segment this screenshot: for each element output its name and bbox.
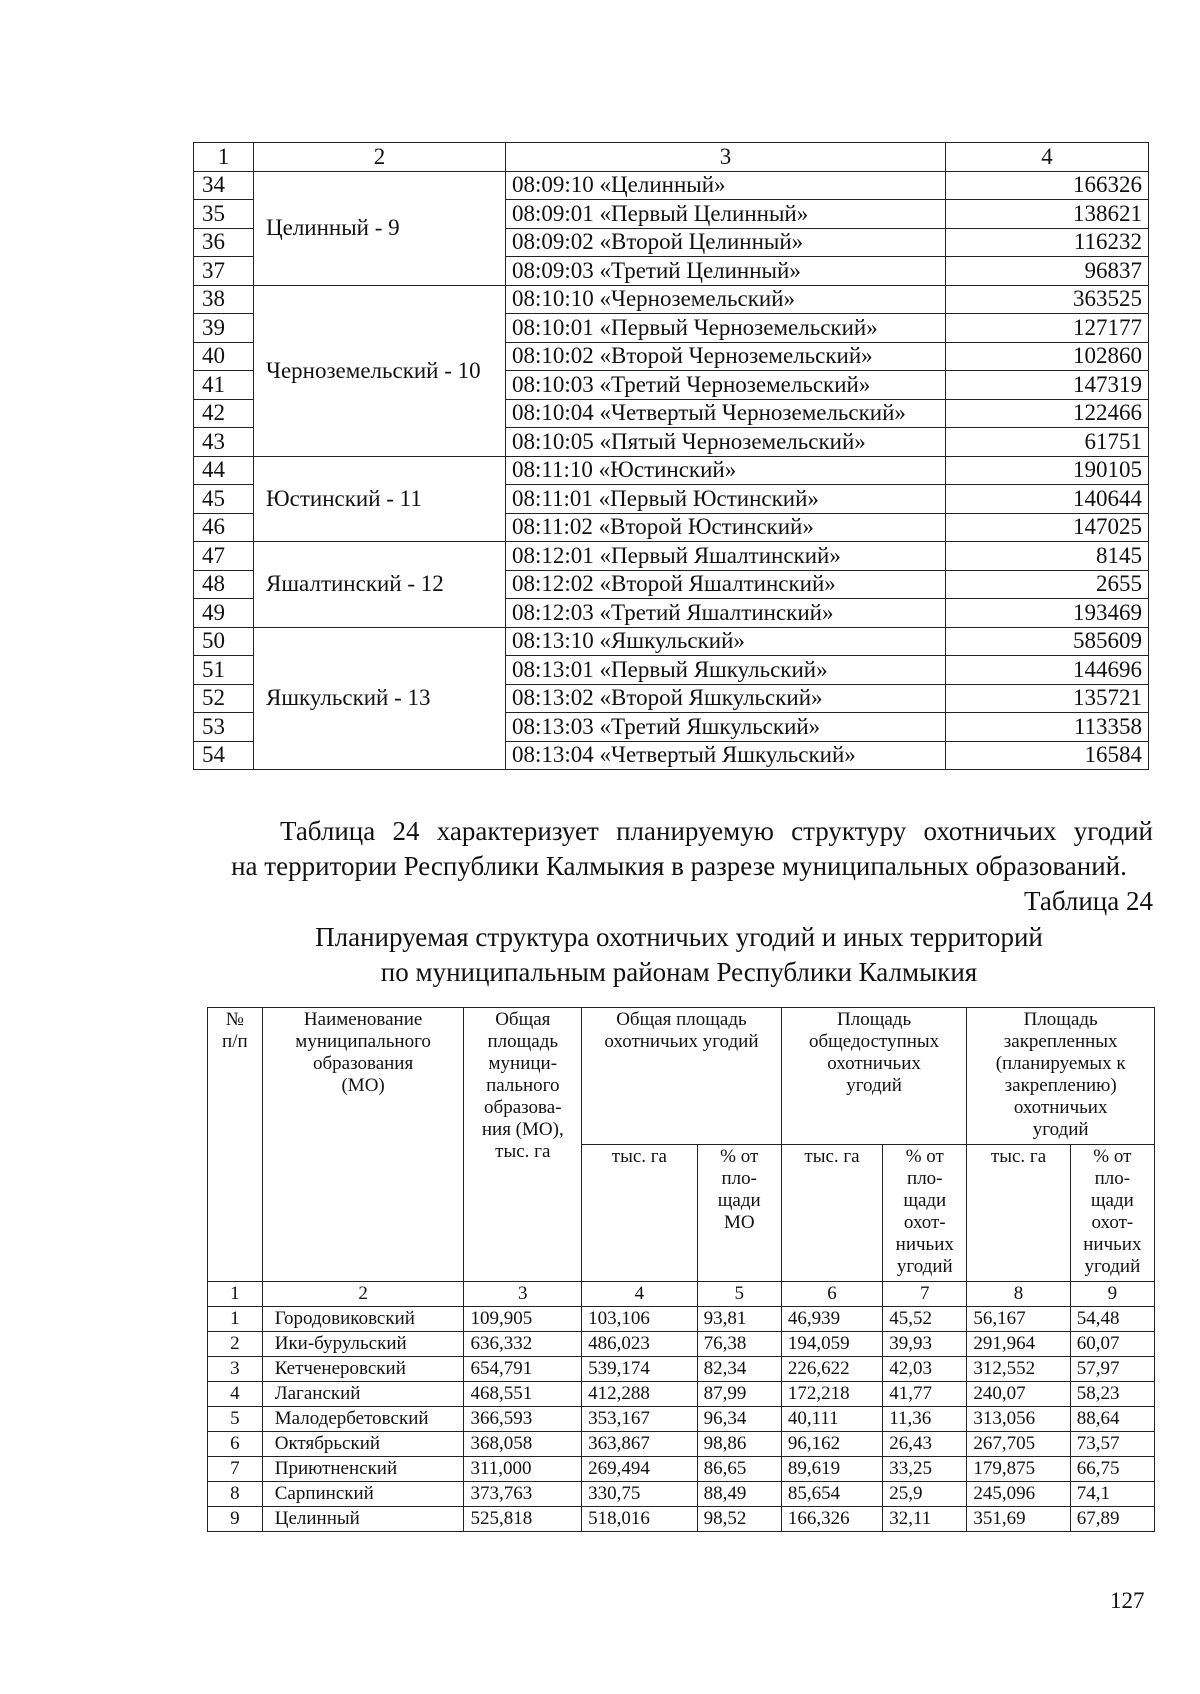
row-number: 35: [194, 200, 254, 229]
paragraph-line: Таблица 24 характеризует планируемую структуру охотничьих угодий: [280, 816, 1153, 846]
header-line: пло-: [721, 1168, 757, 1189]
public-area: 194,059: [781, 1332, 882, 1357]
public-area: 89,619: [781, 1457, 882, 1482]
header-public: [781, 1008, 967, 1145]
total-area: 654,791: [464, 1357, 582, 1382]
subheader-percent-hunting: [1070, 1145, 1154, 1282]
row-number: 45: [194, 485, 254, 514]
hunting-percent: 96,34: [697, 1407, 781, 1432]
table-row: [194, 285, 1149, 314]
row-number: 46: [194, 513, 254, 542]
assigned-area: 179,875: [967, 1457, 1070, 1482]
assigned-percent: 66,75: [1070, 1457, 1154, 1482]
header-hunting-total: [582, 1008, 782, 1145]
table-row: [208, 1407, 1155, 1432]
ground-name: 08:10:01 «Первый Черноземельский»: [506, 314, 946, 343]
header-line: Наименование: [303, 1009, 423, 1030]
header-line: образования: [312, 1053, 414, 1074]
row-number: 44: [194, 456, 254, 485]
assigned-percent: 57,97: [1070, 1357, 1154, 1382]
table-row: [208, 1482, 1155, 1507]
ground-name: 08:11:01 «Первый Юстинский»: [506, 485, 946, 514]
row-number: 54: [194, 741, 254, 770]
hunting-area: 539,174: [582, 1357, 698, 1382]
municipality-name: Октябрьский: [262, 1432, 464, 1457]
table-row: [208, 1382, 1155, 1407]
header-line: % от: [720, 1146, 759, 1167]
public-area: 172,218: [781, 1382, 882, 1407]
column-index: 9: [1070, 1282, 1154, 1307]
assigned-percent: 88,64: [1070, 1407, 1154, 1432]
header-line: ничьих: [895, 1234, 954, 1255]
header-total-area: [464, 1008, 582, 1282]
header-line: (МО): [341, 1075, 385, 1096]
row-number: 53: [194, 713, 254, 742]
row-number: 42: [194, 399, 254, 428]
table-row: [208, 1457, 1155, 1482]
header-cell: 1: [194, 143, 254, 172]
public-percent: 39,93: [883, 1332, 967, 1357]
public-percent: 41,77: [883, 1382, 967, 1407]
header-cell: 4: [946, 143, 1149, 172]
row-number: 5: [208, 1407, 263, 1432]
public-area: 96,162: [781, 1432, 882, 1457]
hunting-percent: 98,52: [697, 1507, 781, 1532]
ground-area: 102860: [946, 342, 1149, 371]
hunting-percent: 88,49: [697, 1482, 781, 1507]
table-header-row: [194, 143, 1149, 172]
ground-name: 08:10:04 «Четвертый Черноземельский»: [506, 399, 946, 428]
ground-name: 08:10:03 «Третий Черноземельский»: [506, 371, 946, 400]
row-number: 36: [194, 228, 254, 257]
row-number: 43: [194, 428, 254, 457]
header-line: пального: [486, 1075, 560, 1096]
header-line: щади: [1090, 1190, 1134, 1211]
ground-area: 116232: [946, 228, 1149, 257]
row-number: 1: [208, 1307, 263, 1332]
total-area: 109,905: [464, 1307, 582, 1332]
public-area: 166,326: [781, 1507, 882, 1532]
ground-name: 08:09:10 «Целинный»: [506, 171, 946, 200]
header-line: охотничьих: [1013, 1097, 1108, 1118]
public-area: 40,111: [781, 1407, 882, 1432]
municipality-name: Кетченеровский: [262, 1357, 464, 1382]
assigned-percent: 58,23: [1070, 1382, 1154, 1407]
ground-name: 08:10:05 «Пятый Черноземельский»: [506, 428, 946, 457]
column-index: 5: [697, 1282, 781, 1307]
column-index: 8: [967, 1282, 1070, 1307]
header-line: охот-: [903, 1212, 946, 1233]
total-area: 373,763: [464, 1482, 582, 1507]
hunting-area: 269,494: [582, 1457, 698, 1482]
header-line: угодий: [1084, 1256, 1141, 1277]
header-line: МО: [723, 1212, 755, 1233]
row-number: 52: [194, 684, 254, 713]
table-caption: Таблица 24: [1024, 886, 1153, 916]
assigned-area: 313,056: [967, 1407, 1070, 1432]
ground-area: 190105: [946, 456, 1149, 485]
assigned-area: 56,167: [967, 1307, 1070, 1332]
column-index: 2: [262, 1282, 464, 1307]
hunting-percent: 98,86: [697, 1432, 781, 1457]
assigned-area: 240,07: [967, 1382, 1070, 1407]
table-row: [208, 1432, 1155, 1457]
ground-name: 08:09:01 «Первый Целинный»: [506, 200, 946, 229]
ground-area: 585609: [946, 627, 1149, 656]
ground-name: 08:12:01 «Первый Яшалтинский»: [506, 542, 946, 571]
hunting-percent: 87,99: [697, 1382, 781, 1407]
assigned-percent: 67,89: [1070, 1507, 1154, 1532]
header-line: % от: [905, 1146, 944, 1167]
municipality-name: Сарпинский: [262, 1482, 464, 1507]
hunting-area: 103,106: [582, 1307, 698, 1332]
column-index: 1: [208, 1282, 263, 1307]
table-row: [208, 1332, 1155, 1357]
table-row: [194, 456, 1149, 485]
header-line: площадь: [487, 1031, 559, 1052]
ground-name: 08:09:03 «Третий Целинный»: [506, 257, 946, 286]
total-area: 368,058: [464, 1432, 582, 1457]
assigned-area: 291,964: [967, 1332, 1070, 1357]
header-cell: 3: [506, 143, 946, 172]
ground-name: 08:11:02 «Второй Юстинский»: [506, 513, 946, 542]
ground-area: 61751: [946, 428, 1149, 457]
assigned-area: 312,552: [967, 1357, 1070, 1382]
subheader-thousand-ha: тыс. га: [582, 1145, 698, 1282]
assigned-area: 267,705: [967, 1432, 1070, 1457]
header-line: (планируемых к: [995, 1053, 1126, 1074]
header-line: общедоступных: [808, 1031, 940, 1052]
ground-area: 140644: [946, 485, 1149, 514]
ground-area: 113358: [946, 713, 1149, 742]
header-line: Площадь: [837, 1009, 912, 1030]
header-name: [262, 1008, 464, 1282]
ground-area: 147025: [946, 513, 1149, 542]
row-number: 9: [208, 1507, 263, 1532]
ground-area: 96837: [946, 257, 1149, 286]
paragraph-line: на территории Республики Калмыкия в разрезе муниципальных образований.: [231, 851, 1127, 881]
municipality-name: Приютненский: [262, 1457, 464, 1482]
public-percent: 11,36: [883, 1407, 967, 1432]
public-percent: 32,11: [883, 1507, 967, 1532]
ground-area: 8145: [946, 542, 1149, 571]
ground-name: 08:12:02 «Второй Яшалтинский»: [506, 570, 946, 599]
column-index-row: [208, 1282, 1155, 1307]
subheader-percent-mo: [697, 1145, 781, 1282]
total-area: 468,551: [464, 1382, 582, 1407]
header-cell: 2: [254, 143, 506, 172]
row-number: 39: [194, 314, 254, 343]
row-number: 8: [208, 1482, 263, 1507]
header-line: щади: [903, 1190, 947, 1211]
header-line: охотничьих: [827, 1053, 921, 1074]
public-percent: 26,43: [883, 1432, 967, 1457]
row-number: 34: [194, 171, 254, 200]
ground-name: 08:10:02 «Второй Черноземельский»: [506, 342, 946, 371]
total-area: 636,332: [464, 1332, 582, 1357]
row-number: 7: [208, 1457, 263, 1482]
header-line: Общая площадь: [616, 1009, 747, 1030]
header-line: охот-: [1091, 1212, 1134, 1233]
header-line: охотничьих угодий: [604, 1031, 759, 1052]
ground-name: 08:13:02 «Второй Яшкульский»: [506, 684, 946, 713]
ground-area: 138621: [946, 200, 1149, 229]
column-index: 6: [781, 1282, 882, 1307]
hunting-percent: 82,34: [697, 1357, 781, 1382]
header-number: [208, 1008, 263, 1282]
ground-name: 08:10:10 «Черноземельский»: [506, 285, 946, 314]
header-line: % от: [1093, 1146, 1132, 1167]
row-number: 48: [194, 570, 254, 599]
hunting-area: 353,167: [582, 1407, 698, 1432]
assigned-area: 245,096: [967, 1482, 1070, 1507]
table-row: [194, 171, 1149, 200]
row-number: 49: [194, 599, 254, 628]
header-line: ния (МО),: [481, 1119, 564, 1140]
ground-area: 147319: [946, 371, 1149, 400]
hunting-area: 486,023: [582, 1332, 698, 1357]
row-number: 47: [194, 542, 254, 571]
column-index: 7: [883, 1282, 967, 1307]
table-row: [208, 1357, 1155, 1382]
public-area: 226,622: [781, 1357, 882, 1382]
hunting-structure-table: [207, 1007, 1155, 1532]
ground-area: 144696: [946, 656, 1149, 685]
row-number: 3: [208, 1357, 263, 1382]
table-header-row: [208, 1008, 1155, 1145]
row-number: 41: [194, 371, 254, 400]
municipality-name: Ики-бурульский: [262, 1332, 464, 1357]
hunting-area: 518,016: [582, 1507, 698, 1532]
ground-area: 127177: [946, 314, 1149, 343]
table-title-line: по муниципальным районам Республики Калмыкия: [380, 957, 978, 987]
municipality-cell: Яшкульский - 13: [254, 627, 506, 770]
header-line: тыс. га: [495, 1141, 551, 1162]
total-area: 366,593: [464, 1407, 582, 1432]
total-area: 525,818: [464, 1507, 582, 1532]
row-number: 4: [208, 1382, 263, 1407]
assigned-area: 351,69: [967, 1507, 1070, 1532]
hunting-grounds-table: [193, 142, 1149, 770]
row-number: 51: [194, 656, 254, 685]
header-line: угодий: [1032, 1119, 1089, 1140]
ground-area: 363525: [946, 285, 1149, 314]
ground-area: 2655: [946, 570, 1149, 599]
header-line: щади: [717, 1190, 761, 1211]
ground-area: 193469: [946, 599, 1149, 628]
header-line: закрепленных: [1003, 1031, 1118, 1052]
row-number: 40: [194, 342, 254, 371]
public-percent: 25,9: [883, 1482, 967, 1507]
public-percent: 45,52: [883, 1307, 967, 1332]
ground-area: 122466: [946, 399, 1149, 428]
ground-name: 08:13:01 «Первый Яшкульский»: [506, 656, 946, 685]
column-index: 4: [582, 1282, 698, 1307]
subheader-thousand-ha: тыс. га: [967, 1145, 1070, 1282]
table-row: [208, 1307, 1155, 1332]
municipality-cell: Целинный - 9: [254, 171, 506, 285]
row-number: 6: [208, 1432, 263, 1457]
municipality-name: Малодербетовский: [262, 1407, 464, 1432]
column-index: 3: [464, 1282, 582, 1307]
header-line: №: [225, 1009, 244, 1030]
header-line: п/п: [222, 1031, 248, 1052]
ground-name: 08:12:03 «Третий Яшалтинский»: [506, 599, 946, 628]
header-line: образова-: [484, 1097, 562, 1118]
header-line: Общая: [495, 1009, 551, 1030]
subheader-percent-hunting: [883, 1145, 967, 1282]
total-area: 311,000: [464, 1457, 582, 1482]
header-line: муници-: [488, 1053, 558, 1074]
table-row: [194, 542, 1149, 571]
public-area: 85,654: [781, 1482, 882, 1507]
ground-area: 135721: [946, 684, 1149, 713]
hunting-area: 412,288: [582, 1382, 698, 1407]
subheader-thousand-ha: тыс. га: [781, 1145, 882, 1282]
ground-name: 08:11:10 «Юстинский»: [506, 456, 946, 485]
municipality-name: Лаганский: [262, 1382, 464, 1407]
ground-name: 08:09:02 «Второй Целинный»: [506, 228, 946, 257]
ground-name: 08:13:10 «Яшкульский»: [506, 627, 946, 656]
header-line: закреплению): [1004, 1075, 1117, 1096]
hunting-area: 330,75: [582, 1482, 698, 1507]
header-line: Площадь: [1023, 1009, 1098, 1030]
assigned-percent: 73,57: [1070, 1432, 1154, 1457]
table-title: [205, 920, 1153, 990]
municipality-name: Целинный: [262, 1507, 464, 1532]
ground-area: 16584: [946, 741, 1149, 770]
hunting-area: 363,867: [582, 1432, 698, 1457]
ground-name: 08:13:04 «Четвертый Яшкульский»: [506, 741, 946, 770]
row-number: 38: [194, 285, 254, 314]
row-number: 50: [194, 627, 254, 656]
hunting-percent: 93,81: [697, 1307, 781, 1332]
header-line: пло-: [1094, 1168, 1131, 1189]
public-percent: 33,25: [883, 1457, 967, 1482]
municipality-cell: Яшалтинский - 12: [254, 542, 506, 628]
table-row: [208, 1507, 1155, 1532]
ground-area: 166326: [946, 171, 1149, 200]
hunting-percent: 76,38: [697, 1332, 781, 1357]
municipality-name: Городовиковский: [262, 1307, 464, 1332]
public-area: 46,939: [781, 1307, 882, 1332]
header-assigned: [967, 1008, 1155, 1145]
ground-name: 08:13:03 «Третий Яшкульский»: [506, 713, 946, 742]
assigned-percent: 54,48: [1070, 1307, 1154, 1332]
table-title-line: Планируемая структура охотничьих угодий и иных территорий: [315, 922, 1043, 952]
page-number: 127: [1110, 1588, 1145, 1613]
row-number: 2: [208, 1332, 263, 1357]
public-percent: 42,03: [883, 1357, 967, 1382]
municipality-cell: Юстинский - 11: [254, 456, 506, 542]
header-line: ничьих: [1083, 1234, 1142, 1255]
header-line: угодий: [846, 1075, 902, 1096]
table-row: [194, 627, 1149, 656]
assigned-percent: 60,07: [1070, 1332, 1154, 1357]
assigned-percent: 74,1: [1070, 1482, 1154, 1507]
hunting-percent: 86,65: [697, 1457, 781, 1482]
header-line: пло-: [907, 1168, 943, 1189]
header-line: угодий: [896, 1256, 953, 1277]
header-line: муниципального: [295, 1031, 431, 1052]
municipality-cell: Черноземельский - 10: [254, 285, 506, 456]
row-number: 37: [194, 257, 254, 286]
